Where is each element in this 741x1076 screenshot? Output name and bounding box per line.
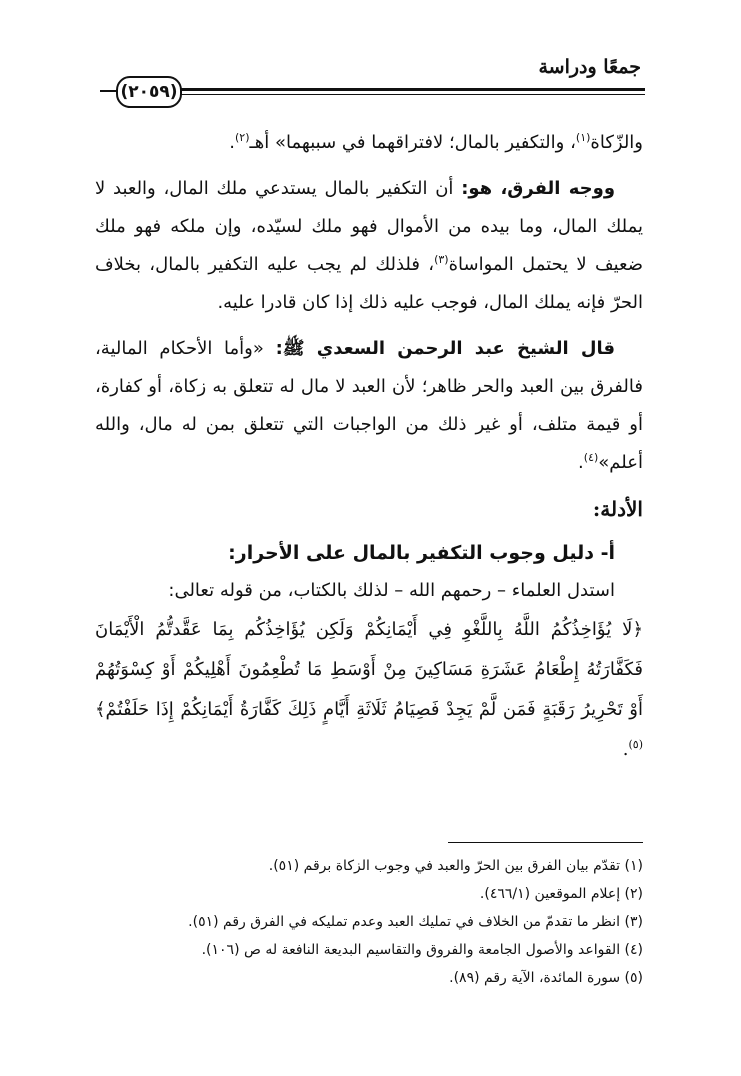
header-rule-thin — [178, 94, 645, 95]
text-run: ، والتكفير بالمال؛ لافتراقهما في سببهما» أهـ — [249, 132, 576, 153]
text-run: أن التكفير بالمال يستدعي ملك المال، والعبد لا يملك المال، وما بيده من الأموال فهو ملك لسيّده، وإن ملكه فهو ملك ضعيف لا يحتمل المواساة — [95, 178, 644, 275]
text-run: «وأما الأحكام المالية، فالفرق بين العبد والحر ظاهر؛ لأن العبد لا مال له تتعلق به زكاة، أو كفارة، أو قيمة متلف، أو غير ذلك من الواجبات التي تتعلق بمن له مال، والله أعلم» — [95, 338, 643, 473]
text-run: والزّكاة — [590, 132, 643, 153]
quran-verse — [95, 610, 643, 770]
footnote-ref-1[interactable]: (١) — [575, 131, 591, 144]
footnote-separator — [448, 842, 643, 843]
header-rule — [178, 88, 645, 91]
footnote-ref-2[interactable]: (٢) — [235, 131, 250, 144]
footnote-item: (٤) القواعد والأصول الجامعة والفروق والتقاسيم البديعة النافعة له ص (١٠٦). — [201, 942, 643, 958]
footnote-ref-4[interactable]: (٤) — [583, 451, 599, 464]
verse-text: ﴿لَا يُؤَاخِذُكُمُ اللَّهُ بِاللَّغْوِ فِي أَيْمَانِكُمْ وَلَكِن يُؤَاخِذُكُم بِمَا عَقَّدتُّمُ الْأَيْمَانَ فَكَفَّارَتُهُ إِطْعَامُ عَشَرَةِ مَسَاكِينَ مِنْ أَوْسَطِ مَا تُطْعِمُونَ أَهْلِيكُمْ أَوْ كِسْوَتُهُمْ أَوْ تَحْرِيرُ رَقَبَةٍ فَمَن لَّمْ يَجِدْ فَصِيَامُ ثَلَاثَةِ أَيَّامٍ ذَلِكَ كَفَّارَةُ أَيْمَانِكُمْ إِذَا حَلَفْتُمْ﴾ — [95, 619, 643, 720]
footnote-item: (١) تقدّم بيان الفرق بين الحرّ والعبد في وجوب الزكاة برقم (٥١). — [268, 858, 643, 874]
footnote-item: (٣) انظر ما تقدمّ من الخلاف في تمليك العبد وعدم تمليكه في الفرق رقم (٥١). — [188, 914, 643, 930]
running-header-title: جمعًا ودراسة — [538, 56, 641, 78]
paragraph-2 — [95, 170, 643, 322]
paragraph-3 — [95, 330, 643, 482]
main-text — [95, 124, 643, 770]
text-run: . — [229, 132, 235, 153]
text-run: ، فلذلك لم يجب عليه التكفير بالمال، بخلاف الحرّ فإنه يملك المال، فوجب عليه ذلك إذا كان قادرا عليه. — [95, 254, 643, 313]
footnote-item: (٥) سورة المائدة، الآية رقم (٨٩). — [449, 970, 643, 986]
paragraph-1 — [95, 124, 643, 162]
subheading: أ- دليل وجوب التكفير بالمال على الأحرار: — [228, 542, 615, 564]
text-run: . — [622, 739, 629, 760]
text-run: . — [578, 452, 584, 473]
paragraph-lead: قال الشيخ عبد الرحمن السعدي ﷺ: — [275, 338, 615, 359]
footnotes — [95, 852, 643, 992]
evidence-heading: الأدلة: — [592, 497, 643, 521]
footnote-ref-3[interactable]: (٣) — [434, 253, 449, 266]
paragraph-lead: ووجه الفرق، هو: — [461, 178, 616, 199]
paragraph-4: استدل العلماء – رحمهم الله – لذلك بالكتاب، من قوله تعالى: — [168, 580, 615, 601]
page-number: (٢٠٥٩) — [116, 76, 182, 108]
footnote-item: (٢) إعلام الموقعين (٤٦٦/١). — [479, 886, 643, 902]
footnote-ref-5[interactable]: (٥) — [628, 738, 643, 751]
